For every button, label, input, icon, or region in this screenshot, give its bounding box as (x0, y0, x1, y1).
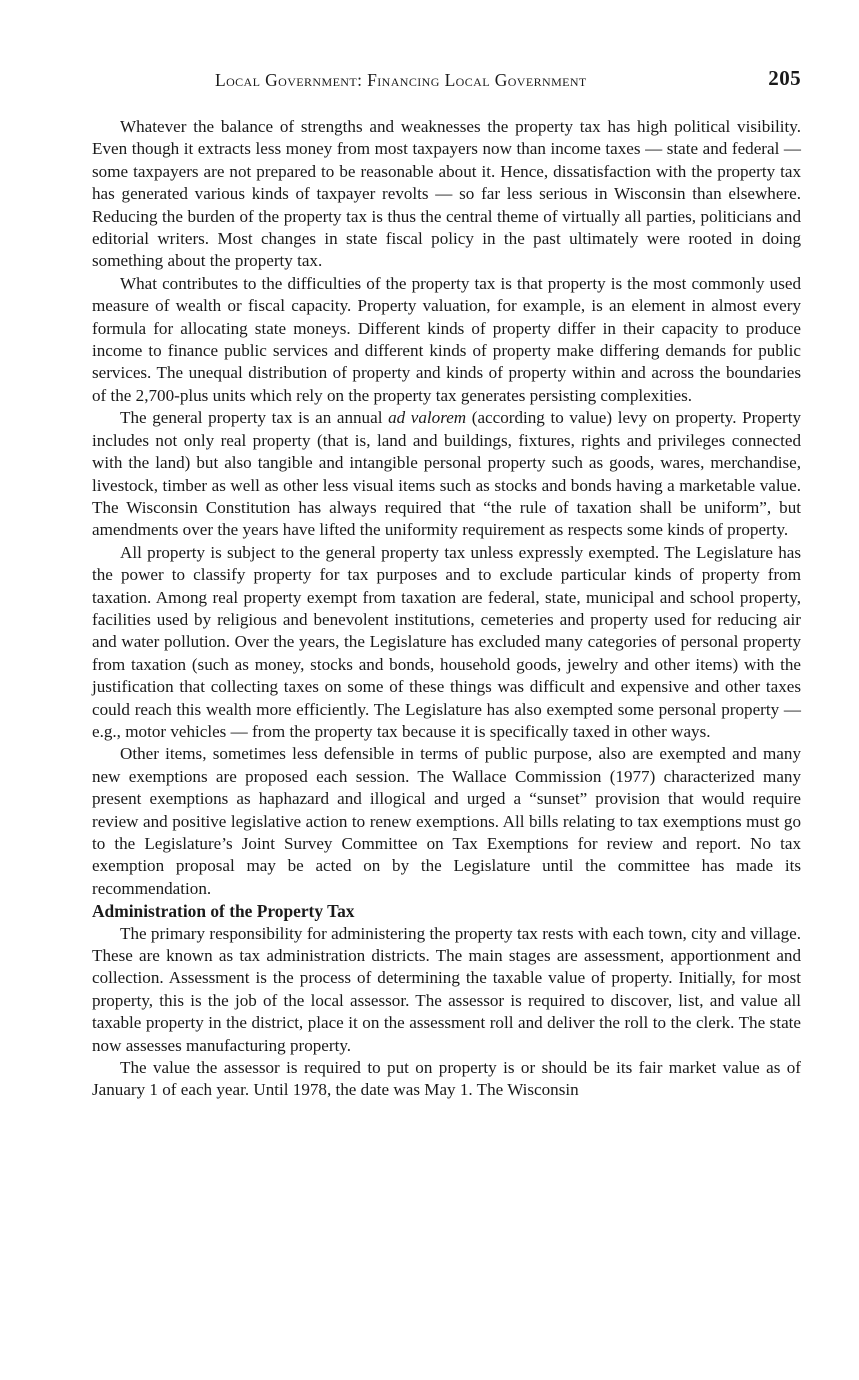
paragraph-political-visibility: Whatever the balance of strengths and weaknesses the property tax has high political visibility. Even though it extracts less money from most taxpayers now than income taxes — state and federal — some taxpayers are not prepared to be reasonable about it. Hence, dissatisfaction with the property tax has generated various kinds of taxpayer revolts — so far less serious in Wisconsin than elsewhere. Reducing the burden of the property tax is thus the central theme of virtually all parties, politicians and editorial writers. Most changes in state fiscal policy in the past ultimately were rooted in doing something about the property tax. (92, 117, 801, 271)
paragraph-ad-valorem (92, 407, 801, 541)
body-text (92, 116, 801, 1102)
ad-valorem-italic: ad valorem (388, 408, 467, 428)
paragraph-wallace-commission: Other items, sometimes less defensible in terms of public purpose, also are exempted and many new exemptions are proposed each session. The Wallace Commission (1977) characterized many present exemptions as haphazard and illogical and urged a “sunset” provision that would require review and positive legislative action to renew exemptions. All bills relating to tax exemptions must go to the Legislature’s Joint Survey Committee on Tax Exemptions for review and report. No tax exemption proposal may be acted on by the Legislature until the committee has made its recommendation. (92, 744, 801, 898)
section-heading-administration: Administration of the Property Tax (92, 901, 355, 922)
page-number: 205 (768, 66, 801, 90)
ad-valorem-text-after: (according to value) levy on property. Property includes not only real property (that is, land and buildings, fixtures, rights and privileges connected with the land) but also tangible and intangible personal property such as goods, wares, merchandise, livestock, timber as well as other less visual items such as stocks and bonds having a marketable value. The Wisconsin Constitution has always required that “the rule of taxation shall be uniform”, but amendments over the years have lifted the uniformity requirement as respects some kinds of property. (92, 408, 801, 540)
paragraph-administration: The primary responsibility for administering the property tax rests with each town, city and village. These are known as tax administration districts. The main stages are assessment, apportionment and collection. Assessment is the process of determining the taxable value of property. Initially, for most property, this is the job of the local assessor. The assessor is required to discover, list, and value all taxable property in the district, place it on the assessment roll and deliver the roll to the clerk. The state now assesses manufacturing property. (92, 923, 801, 1055)
running-header (92, 66, 801, 96)
paragraph-fair-market-value: The value the assessor is required to put on property is or should be its fair market value as of January 1 of each year. Until 1978, the date was May 1. The Wisconsin (92, 1058, 801, 1100)
running-title: Local Government: Financing Local Government (215, 70, 587, 90)
ad-valorem-text-before: The general property tax is an annual (120, 408, 389, 428)
paragraph-fiscal-capacity: What contributes to the difficulties of the property tax is that property is the most commonly used measure of wealth or fiscal capacity. Property valuation, for example, is an element in almost every formula for allocating state moneys. Different kinds of property differ in their capacity to produce income to finance public services and different kinds of property make differing demands for public services. The unequal distribution of property and kinds of property within and across the boundaries of the 2,700-plus units which rely on the property tax generates persisting complexities. (92, 273, 801, 405)
document-page (92, 66, 801, 1102)
paragraph-exemptions: All property is subject to the general property tax unless expressly exempted. The Legislature has the power to classify property for tax purposes and to exclude particular kinds of property from taxation. Among real property exempt from taxation are federal, state, municipal and school property, facilities used by religious and benevolent institutions, cemeteries and property used for reducing air and water pollution. Over the years, the Legislature has excluded many categories of personal property from taxation (such as money, stocks and bonds, household goods, jewelry and other items) with the justification that collecting taxes on some of these things was difficult and expensive and other taxes could reach this wealth more efficiently. The Legislature has also exempted some personal property — e.g., motor vehicles — from the property tax because it is specifically taxed in other ways. (92, 542, 801, 741)
